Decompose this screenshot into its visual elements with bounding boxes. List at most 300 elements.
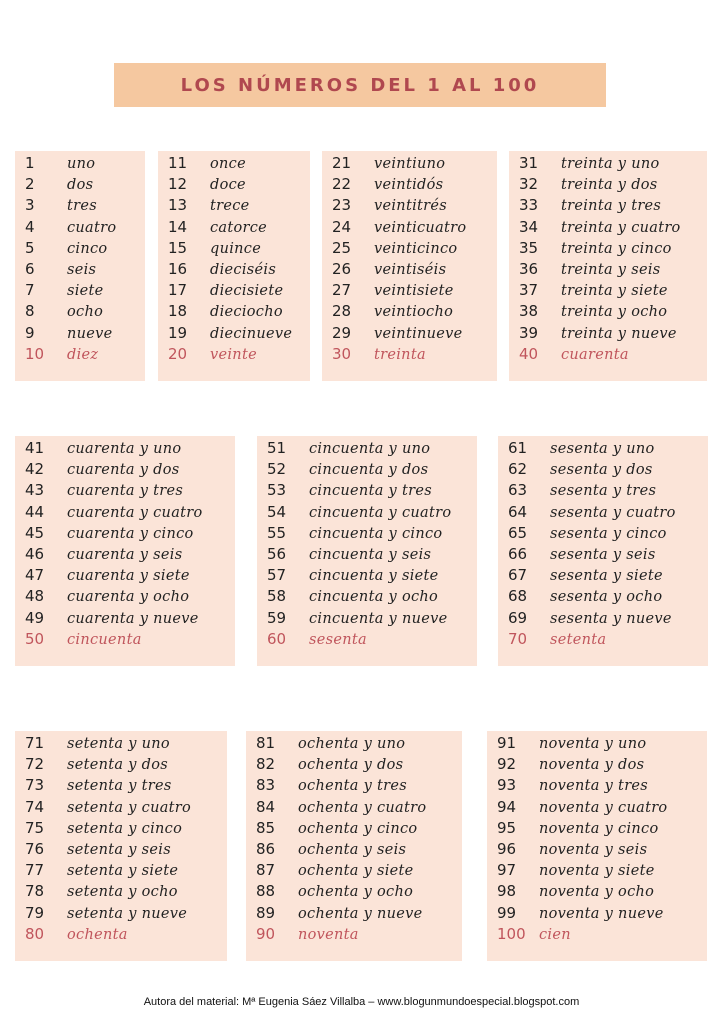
number-row [168,324,310,345]
number-row [168,196,310,217]
number-digit: 97 [497,861,517,880]
number-digit: 89 [256,903,276,922]
number-digit: 88 [256,882,276,901]
number-word: treinta y cuatro [561,219,681,236]
number-group-box [15,731,227,961]
number-word: cinco [67,240,108,257]
number-group-box [257,436,477,666]
number-word: cincuenta y cuatro [309,504,452,521]
number-row [267,460,477,481]
number-digit: 29 [332,323,352,342]
number-word: sesenta y nueve [550,610,672,627]
number-digit: 94 [497,797,517,816]
number-digit: 10 [25,344,45,363]
number-word: ochenta y nueve [298,905,423,922]
number-digit: 86 [256,839,276,858]
number-word: setenta y dos [67,757,169,774]
number-row [497,776,707,797]
number-row [25,904,227,925]
number-row [332,345,497,366]
number-word: cincuenta y ocho [309,589,439,606]
number-row [256,776,462,797]
number-row [25,175,145,196]
number-digit: 93 [497,776,517,795]
number-digit: 50 [25,629,45,648]
number-group-box [246,731,462,961]
number-digit: 8 [25,302,35,321]
number-row [25,439,235,460]
number-row [25,861,227,882]
number-word: veintisiete [374,283,454,300]
number-row [256,925,462,946]
number-row [267,481,477,502]
number-word: noventa y siete [539,863,655,880]
number-digit: 61 [508,439,528,457]
number-digit: 57 [267,566,287,585]
number-digit: 79 [25,903,45,922]
number-digit: 35 [519,238,539,257]
number-digit: 71 [25,734,45,752]
number-word: cincuenta [67,631,142,648]
number-digit: 69 [508,608,528,627]
number-row [25,798,227,819]
number-row [25,566,235,587]
number-row [497,755,707,776]
number-row [256,904,462,925]
number-row [519,302,707,323]
number-row [508,609,708,630]
number-digit: 11 [168,154,188,172]
number-word: doce [210,177,246,194]
number-digit: 87 [256,861,276,880]
number-row [508,587,708,608]
number-row [25,630,235,651]
number-digit: 74 [25,797,45,816]
number-word: treinta y siete [561,283,668,300]
number-digit: 38 [519,302,539,321]
number-row [25,324,145,345]
number-word: treinta y nueve [561,325,677,342]
number-word: sesenta y siete [550,568,663,585]
number-word: sesenta y tres [550,483,657,500]
number-row [508,566,708,587]
number-word: veinticuatro [374,219,467,236]
number-word: uno [67,156,96,172]
number-word: cuatro [67,219,117,236]
number-group-box [15,436,235,666]
number-digit: 16 [168,259,188,278]
number-row [508,439,708,460]
number-row [25,545,235,566]
number-digit: 52 [267,460,287,479]
number-word: treinta y cinco [561,240,672,257]
number-digit: 3 [25,196,35,215]
number-row [332,154,497,175]
number-word: dos [67,177,94,194]
number-digit: 66 [508,544,528,563]
number-row [256,734,462,755]
number-row [25,481,235,502]
number-row [332,281,497,302]
number-row [25,734,227,755]
number-digit: 84 [256,797,276,816]
number-word: treinta y seis [561,261,661,278]
number-word: setenta y nueve [67,905,188,922]
number-row [168,175,310,196]
number-digit: 95 [497,818,517,837]
number-digit: 32 [519,175,539,194]
title-banner [114,63,606,107]
number-word: noventa y cinco [539,820,659,837]
number-digit: 4 [25,217,35,236]
number-word: ochenta [67,926,128,943]
number-digit: 73 [25,776,45,795]
number-digit: 41 [25,439,45,457]
number-row [25,218,145,239]
number-digit: 72 [25,755,45,774]
number-row [519,175,707,196]
number-row [25,882,227,903]
number-digit: 51 [267,439,287,457]
number-digit: 59 [267,608,287,627]
number-word: setenta y tres [67,778,172,795]
number-digit: 44 [25,502,45,521]
author-credit: Autora del material: Mª Eugenia Sáez Villalba – www.blogunmundoespecial.blogspot.com [143,996,580,1008]
number-digit: 76 [25,839,45,858]
number-word: noventa y cuatro [539,799,668,816]
number-digit: 24 [332,217,352,236]
number-digit: 60 [267,629,287,648]
number-word: setenta y seis [67,841,171,858]
number-word: diecisiete [210,283,284,300]
number-word: cuarenta y cuatro [67,504,203,521]
number-word: setenta y cinco [67,820,183,837]
number-row [508,460,708,481]
number-row [168,281,310,302]
number-word: trece [210,198,250,215]
number-row [267,566,477,587]
number-word: ochenta y dos [298,757,404,774]
number-row [508,503,708,524]
number-word: noventa [298,926,359,943]
number-digit: 85 [256,818,276,837]
number-row [25,239,145,260]
number-word: dieciséis [210,261,277,278]
number-digit: 28 [332,302,352,321]
number-row [25,819,227,840]
number-digit: 42 [25,460,45,479]
number-word: tres [67,198,97,215]
number-digit: 22 [332,175,352,194]
number-digit: 46 [25,544,45,563]
number-digit: 81 [256,734,276,752]
number-word: veintiocho [374,304,454,321]
number-word: noventa y ocho [539,884,655,901]
number-digit: 49 [25,608,45,627]
number-word: setenta y cuatro [67,799,192,816]
number-digit: 6 [25,259,35,278]
number-digit: 27 [332,281,352,300]
number-word: nueve [67,325,113,342]
number-row [25,840,227,861]
number-digit: 25 [332,238,352,257]
number-row [332,302,497,323]
number-word: sesenta y ocho [550,589,663,606]
number-row [497,861,707,882]
number-row [497,925,707,946]
number-digit: 90 [256,924,276,943]
number-digit: 5 [25,238,35,257]
number-row [25,154,145,175]
number-digit: 37 [519,281,539,300]
number-word: once [210,156,246,172]
number-word: noventa y dos [539,757,645,774]
number-word: cincuenta y uno [309,441,431,457]
number-row [519,218,707,239]
number-group-box [487,731,707,961]
number-row [25,260,145,281]
number-row [168,218,310,239]
number-word: ochenta y cinco [298,820,418,837]
number-row [168,260,310,281]
number-word: noventa y nueve [539,905,664,922]
number-row [256,882,462,903]
number-digit: 54 [267,502,287,521]
number-row [332,260,497,281]
number-word: cincuenta y dos [309,462,429,479]
number-row [168,345,310,366]
number-digit: 26 [332,259,352,278]
number-digit: 9 [25,323,35,342]
number-row [168,239,310,260]
number-word: veintitrés [374,198,447,215]
number-word: sesenta y cinco [550,525,667,542]
number-digit: 78 [25,882,45,901]
number-digit: 65 [508,523,528,542]
number-digit: 92 [497,755,517,774]
number-word: veintiuno [374,156,446,172]
number-digit: 64 [508,502,528,521]
number-digit: 53 [267,481,287,500]
number-word: veintinueve [374,325,463,342]
number-group-box [15,151,145,381]
number-row [267,439,477,460]
number-row [497,882,707,903]
number-digit: 83 [256,776,276,795]
number-group-box [509,151,707,381]
number-word: veintidós [374,177,444,194]
number-word: cuarenta y seis [67,546,183,563]
number-row [25,281,145,302]
number-digit: 62 [508,460,528,479]
number-digit: 2 [25,175,35,194]
number-word: ochenta y tres [298,778,407,795]
number-row [508,481,708,502]
number-word: cuarenta y siete [67,568,190,585]
number-digit: 1 [25,154,35,172]
number-digit: 12 [168,175,188,194]
number-digit: 15 [168,238,188,257]
number-word: treinta [374,346,426,363]
number-word: cincuenta y cinco [309,525,443,542]
number-digit: 13 [168,196,188,215]
number-row [25,524,235,545]
number-word: siete [67,283,104,300]
number-row [25,460,235,481]
number-digit: 17 [168,281,188,300]
number-row [519,196,707,217]
number-row [25,503,235,524]
number-digit: 31 [519,154,539,172]
number-digit: 39 [519,323,539,342]
number-word: ocho [67,304,104,321]
number-digit: 77 [25,861,45,880]
page-title: LOS NÚMEROS DEL 1 AL 100 [180,74,540,96]
number-row [508,630,708,651]
number-digit: 19 [168,323,188,342]
number-digit: 67 [508,566,528,585]
number-row [256,840,462,861]
number-word: seis [67,261,97,278]
number-word: ochenta y siete [298,863,414,880]
number-digit: 21 [332,154,352,172]
number-word: ochenta y cuatro [298,799,427,816]
number-row [168,302,310,323]
number-row [508,524,708,545]
number-word: treinta y ocho [561,304,668,321]
number-digit: 75 [25,818,45,837]
number-word: treinta y uno [561,156,660,172]
number-row [497,734,707,755]
number-group-box [158,151,310,381]
number-word: veintiséis [374,261,447,278]
number-word: setenta [550,631,607,648]
number-word: catorce [210,219,268,236]
number-digit: 91 [497,734,517,752]
number-word: treinta y dos [561,177,658,194]
number-row [267,524,477,545]
number-row [519,239,707,260]
number-word: sesenta y cuatro [550,504,676,521]
number-digit: 48 [25,587,45,606]
number-word: setenta y ocho [67,884,178,901]
number-digit: 68 [508,587,528,606]
number-row [256,755,462,776]
number-word: noventa y seis [539,841,648,858]
number-word: cincuenta y tres [309,483,432,500]
number-word: cuarenta [561,346,629,363]
number-row [267,609,477,630]
number-word: sesenta [309,631,367,648]
number-word: cuarenta y uno [67,441,182,457]
number-group-box [322,151,497,381]
number-row [256,798,462,819]
number-row [332,218,497,239]
number-digit: 23 [332,196,352,215]
number-row [332,175,497,196]
number-digit: 7 [25,281,35,300]
number-row [25,755,227,776]
number-digit: 43 [25,481,45,500]
number-row [497,798,707,819]
number-word: sesenta y uno [550,441,655,457]
number-word: cuarenta y nueve [67,610,199,627]
number-word: cincuenta y seis [309,546,432,563]
number-word: cien [539,926,571,943]
number-word: sesenta y seis [550,546,656,563]
number-row [497,840,707,861]
number-digit: 70 [508,629,528,648]
number-digit: 58 [267,587,287,606]
number-digit: 30 [332,344,352,363]
number-row [25,776,227,797]
number-digit: 98 [497,882,517,901]
number-digit: 14 [168,217,188,236]
number-row [332,196,497,217]
number-digit: 33 [519,196,539,215]
number-word: setenta y uno [67,736,170,752]
number-digit: 80 [25,924,45,943]
number-word: ochenta y ocho [298,884,414,901]
number-word: ochenta y seis [298,841,407,858]
number-word: veinticinco [374,240,458,257]
number-row [519,324,707,345]
number-word: cuarenta y tres [67,483,184,500]
number-word: noventa y tres [539,778,649,795]
number-word: diecinueve [210,325,293,342]
number-digit: 55 [267,523,287,542]
number-word: cuarenta y dos [67,462,180,479]
number-word: setenta y siete [67,863,179,880]
number-digit: 99 [497,903,517,922]
number-row [332,239,497,260]
number-row [267,503,477,524]
number-digit: 40 [519,344,539,363]
number-digit: 18 [168,302,188,321]
number-row [25,302,145,323]
number-row [519,260,707,281]
number-group-box [498,436,708,666]
number-row [267,545,477,566]
number-digit: 20 [168,344,188,363]
number-word: cuarenta y ocho [67,589,190,606]
number-row [25,587,235,608]
number-row [25,345,145,366]
number-row [332,324,497,345]
number-word: diez [67,346,99,363]
number-row [25,925,227,946]
number-row [256,819,462,840]
number-word: dieciocho [210,304,283,321]
number-row [519,154,707,175]
number-word: sesenta y dos [550,462,653,479]
number-row [267,630,477,651]
number-digit: 34 [519,217,539,236]
number-row [168,154,310,175]
number-row [497,904,707,925]
number-row [519,345,707,366]
number-word: cuarenta y cinco [67,525,194,542]
number-digit: 36 [519,259,539,278]
number-digit: 45 [25,523,45,542]
number-row [25,196,145,217]
number-word: noventa y uno [539,736,647,752]
number-digit: 100 [497,924,526,943]
number-row [256,861,462,882]
number-row [519,281,707,302]
number-row [25,609,235,630]
number-row [508,545,708,566]
